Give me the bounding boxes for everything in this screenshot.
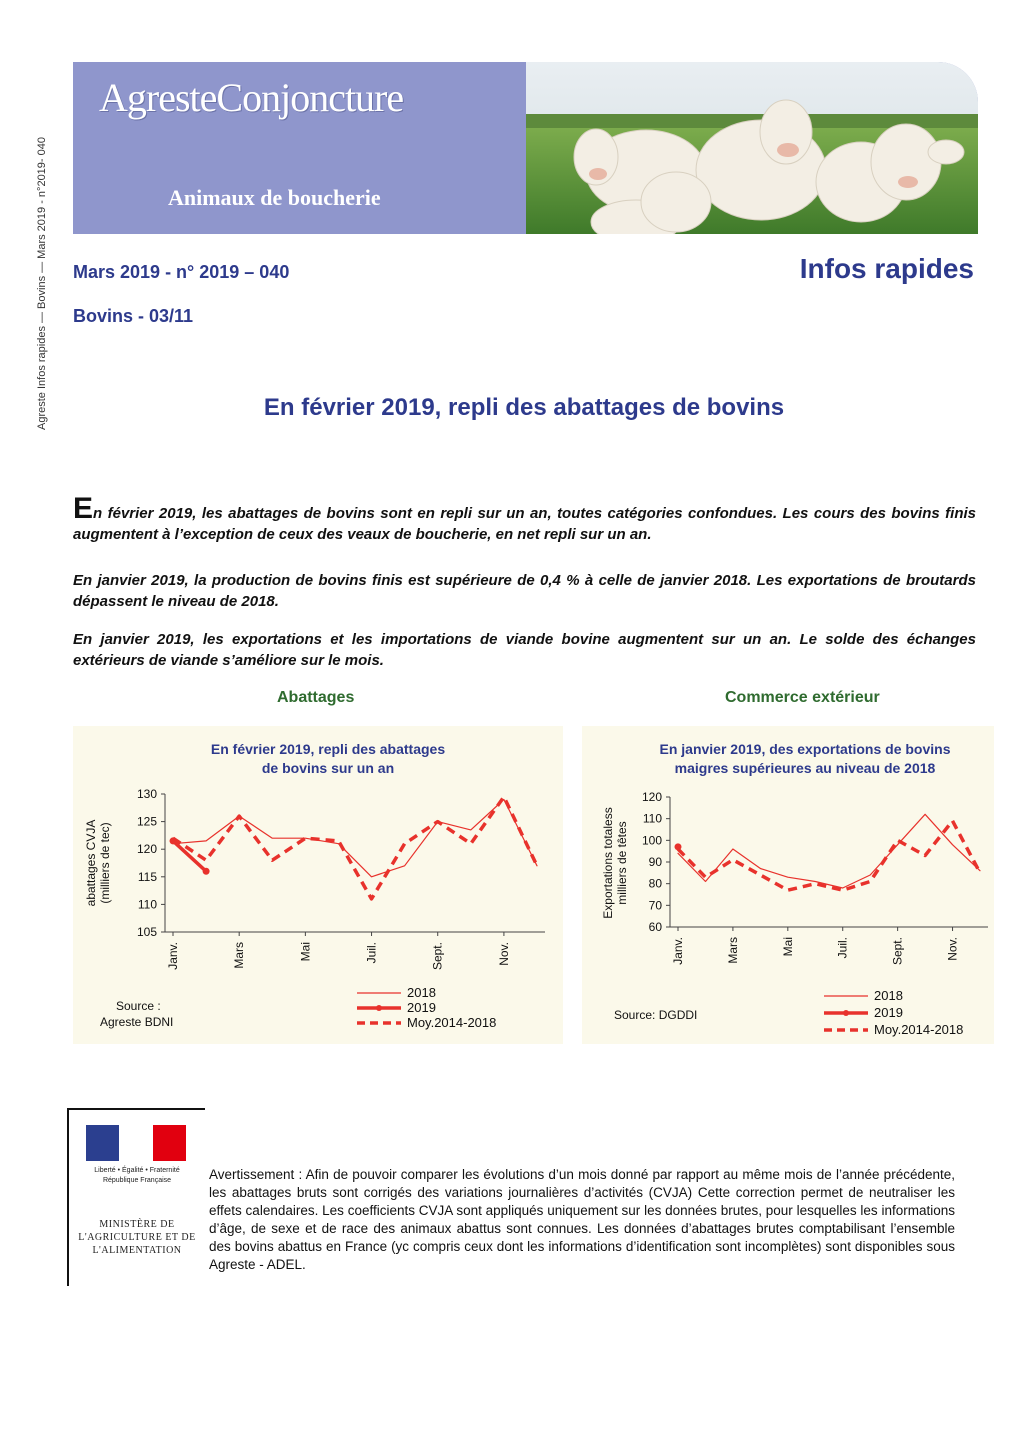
- french-flag-icon: [86, 1125, 186, 1161]
- x-tick-label: Mai: [298, 942, 313, 962]
- header-banner: [73, 62, 978, 234]
- flag-stripe-blue: [86, 1125, 119, 1161]
- chart-panel-abattages: [73, 726, 563, 1044]
- legend-item-moy: [824, 1021, 963, 1038]
- legend-label: 2018: [874, 988, 903, 1003]
- y-axis-label: [601, 807, 629, 918]
- flag-stripe-white: [119, 1125, 152, 1161]
- chart-source-line-2: Agreste BDNI: [100, 1015, 174, 1029]
- legend-item-moy: [357, 1015, 496, 1030]
- page-title: En février 2019, repli des abattages de bovins: [263, 394, 785, 421]
- ministry-logo: [67, 1108, 205, 1286]
- chart-title-line-2: de bovins sur un an: [261, 760, 395, 776]
- chart-source-line-1: Source :: [116, 999, 161, 1013]
- y-tick-label: 90: [648, 855, 662, 869]
- series-line-2018: [173, 800, 537, 877]
- y-axis-label-line-1: Exportations totaless: [601, 807, 615, 919]
- summary-paragraph-2: En janvier 2019, la production de bovins finis est supérieure de 0,4 % à celle de janvier 2018. Les exportations de broutards dépassent le niveau de 2018.: [73, 572, 976, 610]
- x-tick-label: Juil.: [835, 937, 850, 959]
- x-tick-label: Mai: [780, 937, 795, 957]
- summary-paragraph-1-text: n février 2019, les abattages de bovins sont en repli sur un an, toutes catégories confondues. Les cours des bovins finis augmentent à l’exception de ceux des veaux de boucherie, en net repli sur un an.: [73, 505, 976, 543]
- legend-label: Moy.2014-2018: [407, 1015, 497, 1030]
- legend-item-2018: [824, 987, 963, 1004]
- y-tick-label: 120: [136, 842, 157, 857]
- x-tick-label: Nov.: [496, 942, 511, 966]
- data-point-2019: [170, 837, 177, 844]
- summary-paragraph-1: [73, 492, 976, 545]
- series-label: Bovins - 03/11: [73, 306, 194, 326]
- series-line-Moy.2014-2018: [173, 797, 537, 899]
- chart-panel-commerce: [582, 726, 994, 1044]
- chart-source: [100, 998, 173, 1030]
- section-heading-commerce: Commerce extérieur: [725, 689, 880, 706]
- x-tick-label: Nov.: [945, 937, 960, 961]
- brand-logo: AgresteConjoncture: [99, 75, 404, 120]
- y-tick-label: 115: [137, 869, 157, 884]
- legend-swatch-dashed: [824, 1026, 868, 1034]
- cattle-photo: [526, 62, 978, 234]
- summary-paragraph-3: En janvier 2019, les exportations et les importations de viande bovine augmentent sur un an. Le solde des échanges extérieurs de viande s’améliore sur le mois.: [73, 631, 976, 669]
- y-tick-label: 105: [136, 925, 157, 939]
- x-tick-label: Mars: [725, 937, 740, 964]
- republic-motto-line-1: Liberté • Égalité • Fraternité: [94, 1167, 180, 1174]
- y-tick-label: 110: [137, 897, 157, 912]
- section-heading-abattages: Abattages: [277, 689, 355, 706]
- issue-number: Mars 2019 - n° 2019 – 040: [73, 262, 290, 282]
- y-axis-label-line-1: abattages CVJA: [84, 819, 98, 907]
- y-tick-label: 100: [641, 833, 662, 848]
- x-tick-label: Juil.: [364, 942, 379, 964]
- legend-swatch-thick: [357, 1004, 401, 1012]
- x-tick-label: Mars: [232, 942, 247, 969]
- chart-legend: [824, 987, 963, 1038]
- legend-swatch-thin: [357, 989, 401, 997]
- y-axis-label-line-2: (milliers de tec): [98, 822, 112, 904]
- chart-source: [614, 1007, 697, 1023]
- y-axis-label-line-2: milliers de têtes: [615, 821, 629, 905]
- x-tick-label: Sept.: [890, 937, 905, 966]
- chart-title-line-1: En février 2019, repli des abattages: [210, 741, 446, 757]
- republic-motto: [81, 1166, 193, 1186]
- legend-item-2018: [357, 985, 496, 1000]
- y-tick-label: 110: [642, 811, 662, 826]
- flag-stripe-red: [153, 1125, 186, 1161]
- legend-label: Moy.2014-2018: [874, 1022, 964, 1037]
- vertical-reference: Agreste Infos rapides — Bovins — Mars 2019 - n°2019- 040: [36, 137, 48, 430]
- data-point-2019: [203, 868, 210, 875]
- chart-source-line-1: Source: DGDDI: [614, 1008, 698, 1022]
- legend-item-2019: [357, 1000, 496, 1015]
- series-line-Moy.2014-2018: [678, 821, 980, 890]
- republic-motto-line-2: République Française: [102, 1177, 172, 1184]
- legend-label: 2019: [407, 1000, 436, 1015]
- series-line-2018: [678, 814, 980, 888]
- banner-subtitle: Animaux de boucherie: [168, 185, 381, 210]
- y-tick-label: 80: [648, 876, 662, 891]
- legend-item-2019: [824, 1004, 963, 1021]
- chart-legend: [357, 985, 496, 1030]
- warning-text: Avertissement : Afin de pouvoir comparer les évolutions d’un mois donné par rapport au même mois de l’année précédente, les abattages bruts sont corrigés des variations journalières d’activités (CVJA) Cette correction permet de neutraliser les effets calendaires. Les coefficients CVJA sont appliqués uniquement sur les données brutes, pour lesquelles les informations d’âge, de sexe et de race des animaux abattus sont connues. Les données d’abattages brutes comptabilisant l’ensemble des bovins abattus en France (yc compris ceux dont les informations d’identification sont incomplètes) sont disponibles sous Agreste - ADEL.: [209, 1167, 955, 1272]
- ministry-name: MINISTÈRE DE L'AGRICULTURE ET DE L'ALIMENTATION: [78, 1219, 196, 1256]
- x-tick-label: Sept.: [430, 942, 445, 971]
- legend-swatch-thin: [824, 992, 868, 1000]
- x-tick-label: Janv.: [671, 937, 685, 965]
- y-tick-label: 125: [136, 814, 157, 829]
- y-axis-label: [84, 820, 112, 907]
- legend-label: 2018: [407, 985, 436, 1000]
- drop-cap: E: [73, 492, 94, 525]
- data-point-2019: [675, 843, 682, 850]
- legend-label: 2019: [874, 1005, 903, 1020]
- chart-title-line-1: En janvier 2019, des exportations de bovins: [659, 741, 951, 757]
- chart-title-line-2: maigres supérieures au niveau de 2018: [674, 760, 936, 776]
- publication-type: Infos rapides: [799, 253, 974, 284]
- legend-swatch-thick: [824, 1009, 868, 1017]
- y-tick-label: 130: [136, 787, 157, 801]
- legend-swatch-dashed: [357, 1019, 401, 1027]
- x-tick-label: Janv.: [166, 942, 180, 970]
- y-tick-label: 120: [641, 790, 662, 804]
- y-tick-label: 60: [648, 920, 662, 934]
- y-tick-label: 70: [648, 898, 662, 913]
